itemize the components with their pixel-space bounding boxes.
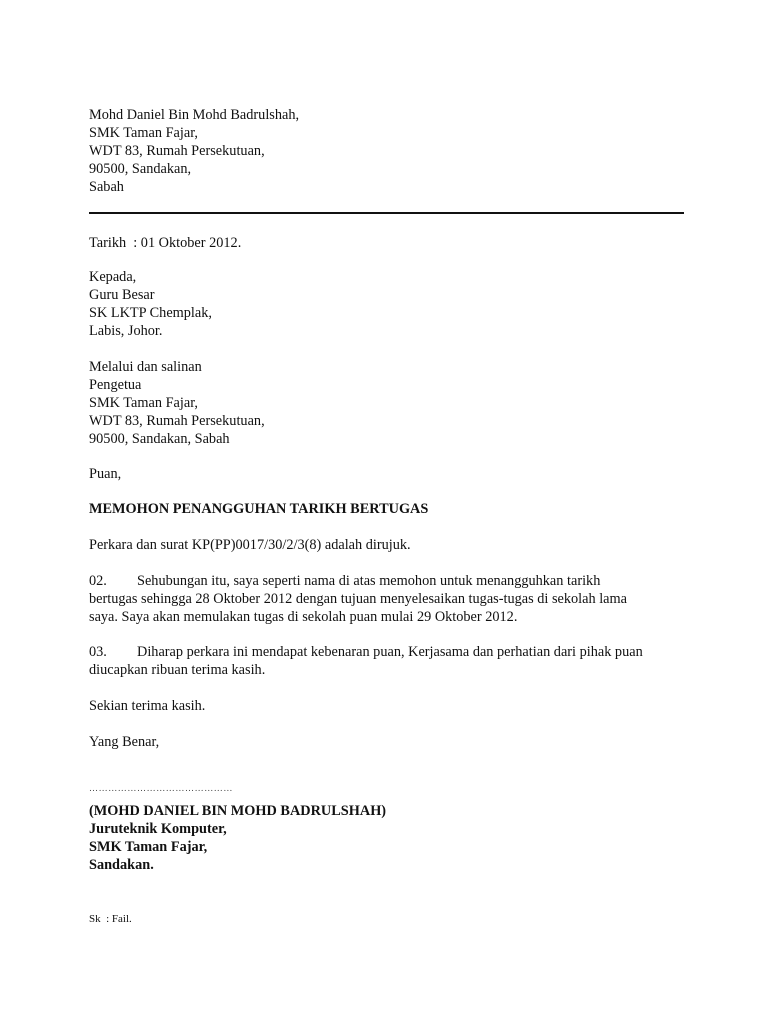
cc-text: Sk : Fail. <box>89 913 132 925</box>
letter-date <box>89 234 241 252</box>
recipient-greeting: Kepada, <box>89 269 137 285</box>
cc-note <box>89 910 132 928</box>
sender-address <box>89 106 299 196</box>
salutation <box>89 465 121 483</box>
sender-state: Sabah <box>89 179 124 195</box>
via-title: Pengetua <box>89 377 142 393</box>
subject-text: MEMOHON PENANGGUHAN TARIKH BERTUGAS <box>89 501 429 517</box>
paragraph-line: bertugas sehingga 28 Oktober 2012 dengan tujuan menyelesaikan tugas-tugas di sekolah lama <box>89 591 627 607</box>
salutation-text: Puan, <box>89 466 122 482</box>
recipient-location: Labis, Johor. <box>89 323 163 339</box>
paragraph-line: saya. Saya akan memulakan tugas di sekolah puan mulai 29 Oktober 2012. <box>89 609 518 625</box>
signatory-name: (MOHD DANIEL BIN MOHD BADRULSHAH) <box>89 803 387 819</box>
paragraph-line: Sehubungan itu, saya seperti nama di atas memohon untuk menangguhkan tarikh <box>137 573 601 589</box>
header-divider <box>89 212 684 214</box>
recipient-school: SK LKTP Chemplak, <box>89 305 212 321</box>
signatory-title: Juruteknik Komputer, <box>89 821 227 837</box>
date-text: Tarikh : 01 Oktober 2012. <box>89 235 242 251</box>
signatory-block <box>89 802 386 874</box>
recipient-title: Guru Besar <box>89 287 155 303</box>
closing-text: Sekian terima kasih. <box>89 698 206 714</box>
sender-street: WDT 83, Rumah Persekutuan, <box>89 143 265 159</box>
recipient-address <box>89 268 212 340</box>
paragraph-number: 03. <box>89 644 107 660</box>
reference-paragraph <box>89 536 411 554</box>
paragraph-03 <box>89 643 689 679</box>
subject-heading <box>89 500 428 518</box>
via-postcode-city: 90500, Sandakan, Sabah <box>89 431 230 447</box>
closing <box>89 697 205 715</box>
signoff-text: Yang Benar, <box>89 734 160 750</box>
reference-text: Perkara dan surat KP(PP)0017/30/2/3(8) adalah dirujuk. <box>89 537 411 553</box>
sender-school: SMK Taman Fajar, <box>89 125 198 141</box>
sender-postcode-city: 90500, Sandakan, <box>89 161 192 177</box>
via-street: WDT 83, Rumah Persekutuan, <box>89 413 265 429</box>
signatory-school: SMK Taman Fajar, <box>89 839 208 855</box>
signatory-city: Sandakan. <box>89 857 154 873</box>
via-school: SMK Taman Fajar, <box>89 395 198 411</box>
paragraph-line: Diharap perkara ini mendapat kebenaran puan, Kerjasama dan perhatian dari pihak puan <box>137 644 643 660</box>
signature-line: ……………………………………… <box>89 783 233 793</box>
paragraph-02 <box>89 572 689 626</box>
paragraph-line: diucapkan ribuan terima kasih. <box>89 662 266 678</box>
via-address <box>89 358 265 448</box>
paragraph-number: 02. <box>89 573 107 589</box>
signoff <box>89 733 159 751</box>
via-label: Melalui dan salinan <box>89 359 202 375</box>
sender-name: Mohd Daniel Bin Mohd Badrulshah, <box>89 107 300 123</box>
